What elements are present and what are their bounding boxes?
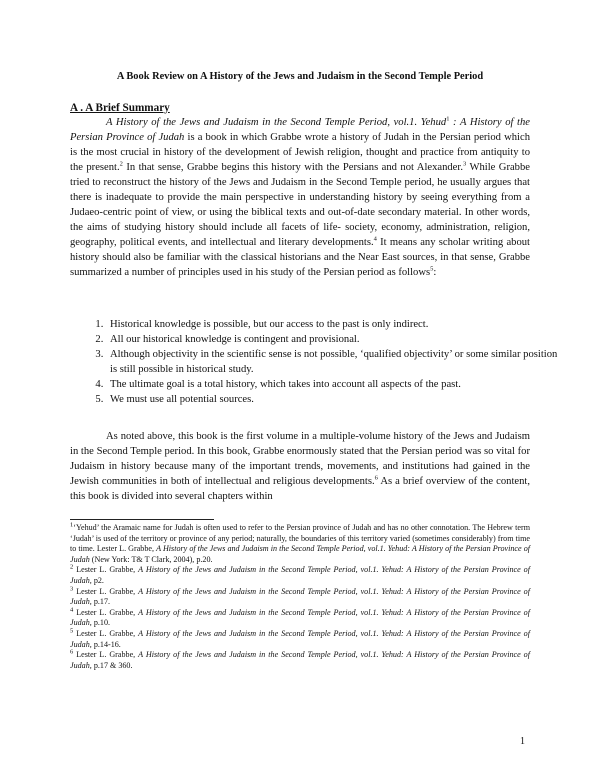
footnote-ref-2[interactable]: 2: [119, 160, 123, 168]
summary-text-d: It means any scholar writing about history should also be familiar with the classical historians and the Near East sources, in that sense, Grabbe summarized a number of principles used in his study of the Persian period as follows: [70, 237, 530, 278]
footnote-citation: p.17.: [91, 597, 111, 607]
footnote-ref-3[interactable]: 3: [462, 160, 467, 168]
footnote-citation: (New York: T& T Clark, 2004), p.20.: [89, 554, 213, 564]
footnote-author: Lester L. Grabbe,: [73, 565, 139, 575]
list-item: 5. We must use all potential sources.: [106, 392, 566, 407]
footnote-divider: [70, 519, 214, 520]
summary-text-c: While Grabbe tried to reconstruct the history of the Jews and Judaism in the Second Temple period, he usually argues that there is inadequate to provide the main perspective in understanding history by seeing everything from a Judaeo-centric point of view, or using the biblical texts and out-of-date secondary material. In other words, the aims of studying history should include all facets of life- society, economy, administration, religion, geography, political events, and intellectual and literary developments.: [70, 162, 530, 248]
principles-list: [70, 317, 566, 407]
footnote-book-title: A History of the Jews and Judaism in the Second Temple Period, vol.1. Yehud: A History of the Persian Province of Judah,: [70, 586, 530, 607]
footnote-mark: 4: [70, 606, 74, 614]
title-colon: :: [449, 117, 460, 128]
footnote-book-title: A History of the Jews and Judaism in the Second Temple Period, vol.1. Yehud: A History of the Persian Province of Judah,: [70, 650, 530, 670]
footnote-author: Lester L. Grabbe,: [73, 607, 139, 617]
footnote-mark: 3: [70, 584, 74, 592]
footnote-book-title: A History of the Jews and Judaism in the Second Temple Period, vol.1. Yehud: A History of the Persian Province of Judah,: [70, 607, 530, 628]
footnote-2: [70, 565, 530, 586]
footnote-ref-6[interactable]: 6: [374, 474, 378, 482]
book-title: A History of the Jews and Judaism in the Second Temple Period, vol.1. Yehud: [106, 117, 447, 128]
overview-paragraph: [70, 429, 530, 504]
footnote-5: [70, 629, 530, 650]
list-item: 2. All our historical knowledge is contingent and provisional.: [106, 332, 566, 347]
summary-text-b: In that sense, Grabbe begins this history with the Persians and not Alexander.: [122, 162, 463, 173]
footnote-ref-5[interactable]: 5: [430, 265, 434, 273]
footnote-ref-1[interactable]: 1: [446, 115, 450, 123]
overview-text-a: As noted above, this book is the first volume in a multiple-volume history of the Jews and Judaism in the Second Temple period. In this book, Grabbe enormously stated that the Persian period was so vital for Judaism in history because many of the important trends, movements, and institutions had gained in the Jewish communities in both of intellectual and religious developments.: [70, 431, 530, 487]
page-number: 1: [520, 736, 525, 747]
footnote-1: [70, 523, 530, 565]
footnote-author: Lester L. Grabbe,: [73, 628, 139, 638]
overview-text-b: As a brief overview of the content, this book is divided into several chapters within: [70, 476, 530, 502]
summary-paragraph: [70, 115, 530, 280]
footnote-mark: 1: [70, 521, 74, 529]
paper-title: A Book Review on A History of the Jews and Judaism in the Second Temple Period: [116, 71, 484, 82]
footnote-mark: 6: [70, 648, 74, 656]
footnote-citation: p.10.: [91, 618, 111, 628]
footnote-mark: 2: [70, 563, 74, 571]
footnote-6: [70, 650, 530, 671]
section-heading: A . A Brief Summary: [70, 102, 170, 114]
footnote-citation: p.17 & 360.: [91, 660, 133, 670]
footnote-ref-4[interactable]: 4: [373, 235, 377, 243]
footnote-citation: p2.: [91, 575, 104, 585]
summary-text-a: is a book in which Grabbe wrote a history of Judah in the Persian period which is the most crucial in history of the development of Jewish religion, thought and practice from antiquity to the present.: [70, 132, 531, 173]
footnote-text: ‘Yehud’ the Aramaic name for Judah is often used to refer to the Persian province of Judah and has no other connotation. The Hebrew term ‘Judah’ is used of the territory or province of any period; naturally, the boundaries of this territory varied (sometimes considerably) from time to time. Lester L. Grabbe,: [70, 523, 530, 554]
footnote-mark: 5: [70, 627, 74, 635]
list-item: 1. Historical knowledge is possible, but our access to the past is only indirect.: [106, 317, 566, 332]
footnote-author: Lester L. Grabbe,: [73, 650, 139, 660]
footnote-book-title: A History of the Jews and Judaism in the Second Temple Period, vol.1. Yehud: A History of the Persian Province of Judah,: [70, 628, 530, 649]
footnote-citation: p.14-16.: [91, 639, 121, 649]
summary-text-e: :: [433, 267, 437, 278]
footnotes: [70, 523, 530, 671]
footnote-3: [70, 584, 530, 608]
footnote-book-title: A History of the Jews and Judaism in the Second Temple Period, vol.1. Yehud: A History of the Persian Province of Judah: [70, 544, 530, 564]
list-item: 3. Although objectivity in the scientific sense is not possible, ‘qualified objectivity’ or some similar position is still possible in historical study.: [106, 347, 566, 377]
book-subtitle: A History of the Persian Province of Judah: [70, 117, 530, 143]
footnote-author: Lester L. Grabbe,: [73, 586, 139, 596]
list-item: 4. The ultimate goal is a total history, which takes into account all aspects of the past.: [106, 377, 566, 392]
footnote-4: [70, 608, 530, 629]
footnote-book-title: A History of the Jews and Judaism in the Second Temple Period, vol.1. Yehud: A History of the Persian Province of Judah,: [70, 565, 530, 585]
